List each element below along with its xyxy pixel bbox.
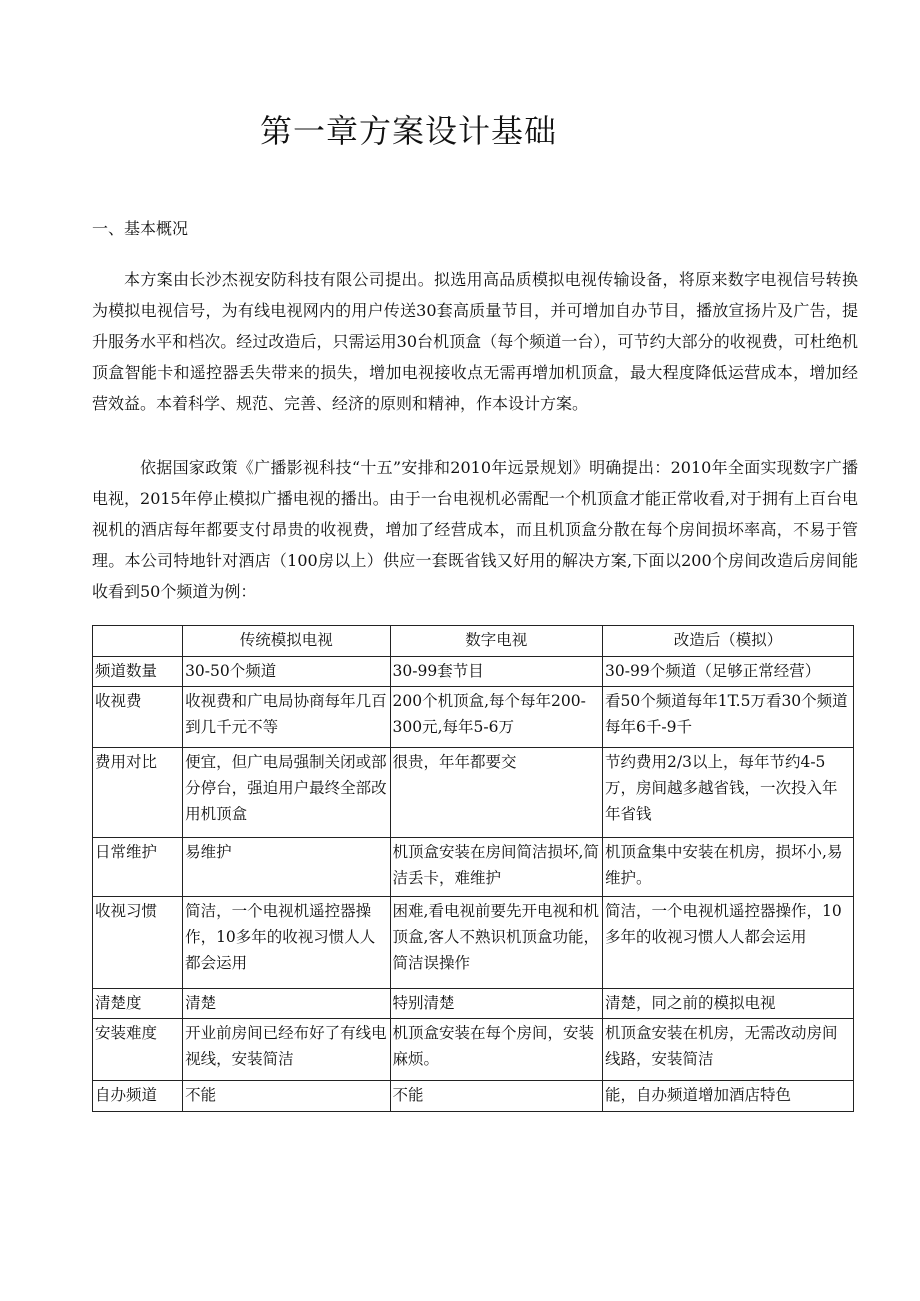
table-cell: 机顶盒安装在机房，无需改动房间线路，安装简洁 bbox=[603, 1019, 854, 1081]
table-cell: 清楚 bbox=[183, 989, 390, 1019]
table-header-cell: 改造后（模拟） bbox=[603, 626, 854, 657]
table-cell: 机顶盒安装在房间简洁损坏,简洁丢卡，难维护 bbox=[390, 838, 603, 897]
table-cell: 不能 bbox=[390, 1081, 603, 1112]
table-row bbox=[93, 657, 854, 687]
table-row bbox=[93, 748, 854, 838]
table-cell: 30-50个频道 bbox=[183, 657, 390, 687]
table-row-label: 费用对比 bbox=[93, 748, 183, 838]
table-cell: 看50个频道每年1T.5万看30个频道每年6千-9千 bbox=[603, 687, 854, 748]
table-header-cell: 数字电视 bbox=[390, 626, 603, 657]
table-row-label: 收视习惯 bbox=[93, 897, 183, 989]
table-cell: 30-99套节目 bbox=[390, 657, 603, 687]
table-cell: 收视费和广电局协商每年几百到几千元不等 bbox=[183, 687, 390, 748]
table-row-label: 清楚度 bbox=[93, 989, 183, 1019]
table-row-label: 收视费 bbox=[93, 687, 183, 748]
table-cell: 简洁，一个电视机遥控器操作，10多年的收视习惯人人都会运用 bbox=[183, 897, 390, 989]
table-cell: 特别清楚 bbox=[390, 989, 603, 1019]
table-cell: 能，自办频道增加酒店特色 bbox=[603, 1081, 854, 1112]
comparison-table bbox=[92, 625, 854, 1112]
table-row-label: 日常维护 bbox=[93, 838, 183, 897]
section-heading: 一、基本概况 bbox=[92, 219, 189, 238]
table-row bbox=[93, 989, 854, 1019]
table-cell: 便宜，但广电局强制关闭或部分停台，强迫用户最终全部改用机顶盒 bbox=[183, 748, 390, 838]
table-cell: 清楚，同之前的模拟电视 bbox=[603, 989, 854, 1019]
table-cell: 开业前房间已经布好了有线电视线，安装简洁 bbox=[183, 1019, 390, 1081]
table-cell: 30-99个频道（足够正常经营） bbox=[603, 657, 854, 687]
table-row bbox=[93, 838, 854, 897]
table-cell: 易维护 bbox=[183, 838, 390, 897]
table-header-cell: 传统模拟电视 bbox=[183, 626, 390, 657]
table-row bbox=[93, 1081, 854, 1112]
table-cell: 200个机顶盒,每个每年200-300元,每年5-6万 bbox=[390, 687, 603, 748]
paragraph-policy: 依据国家政策《广播影视科技“十五”安排和2010年远景规划》明确提出：2010年全面实现数字广播电视，2015年停止模拟广播电视的播出。由于一台电视机必需配一个机顶盒才能正常收看,对于拥有上百台电视机的酒店每年都要支付昂贵的收视费，增加了经营成本，而且机顶盒分散在每个房间损坏率高，不易于管理。本公司特地针对酒店（100房以上）供应一套既省钱又好用的解决方案,下面以200个房间改造后房间能收看到50个频道为例： bbox=[92, 458, 858, 601]
table-cell: 机顶盒安装在每个房间，安装麻烦。 bbox=[390, 1019, 603, 1081]
table-cell: 不能 bbox=[183, 1081, 390, 1112]
table-row bbox=[93, 1019, 854, 1081]
table-cell: 困难,看电视前要先开电视和机顶盒,客人不熟识机顶盒功能，简洁误操作 bbox=[390, 897, 603, 989]
table-cell: 节约费用2/3以上，每年节约4-5万，房间越多越省钱，一次投入年年省钱 bbox=[603, 748, 854, 838]
table-row bbox=[93, 897, 854, 989]
table-row bbox=[93, 687, 854, 748]
table-cell: 简洁，一个电视机遥控器操作，10多年的收视习惯人人都会运用 bbox=[603, 897, 854, 989]
table-header-row bbox=[93, 626, 854, 657]
paragraph-intro: 本方案由长沙杰视安防科技有限公司提出。拟选用高品质模拟电视传输设备，将原来数字电视信号转换为模拟电视信号，为有线电视网内的用户传送30套高质量节目，并可增加自办节目，播放宣扬片及广告，提升服务水平和档次。经过改造后，只需运用30台机顶盒（每个频道一台），可节约大部分的收视费，可杜绝机顶盒智能卡和遥控器丢失带来的损失，增加电视接收点无需再增加机顶盒，最大程度降低运营成本，增加经营效益。本着科学、规范、完善、经济的原则和精神，作本设计方案。 bbox=[92, 270, 858, 413]
table-cell: 机顶盒集中安装在机房，损坏小,易维护。 bbox=[603, 838, 854, 897]
table-row-label: 安装难度 bbox=[93, 1019, 183, 1081]
chapter-title: 第一章方案设计基础 bbox=[260, 112, 558, 150]
table-row-label: 频道数量 bbox=[93, 657, 183, 687]
table-header-cell bbox=[93, 626, 183, 657]
table-cell: 很贵，年年都要交 bbox=[390, 748, 603, 838]
table-row-label: 自办频道 bbox=[93, 1081, 183, 1112]
